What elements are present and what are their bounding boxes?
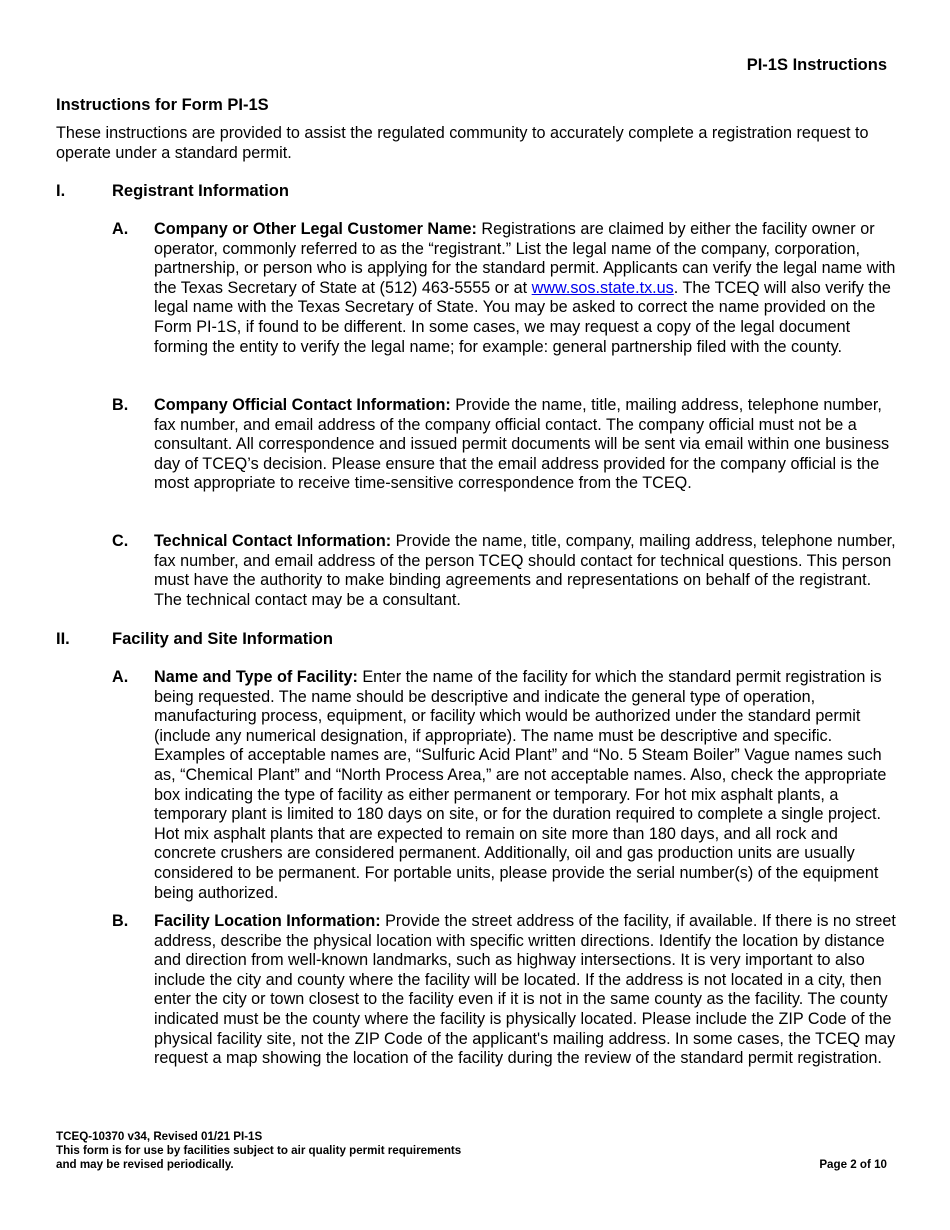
item-body bbox=[154, 532, 902, 610]
item-text: Provide the street address of the facility, if available. If there is no street address, describe the physical location with specific written directions. Identify the location by distance and direction from well-known landmarks, such as highway intersections. It is very important to also include the city and county where the facility will be located. If the address is not located in a city, then enter the city or town closest to the facility even if it is not in the same county as the facility. The county indicated must be the county where the facility is physically located. Please include the ZIP Code of the physical facility site, not the ZIP Code of the applicant's mailing address. In some cases, the TCEQ may request a map showing the location of the facility during the review of the standard permit registration. bbox=[154, 912, 896, 1068]
item-facility-name-type bbox=[112, 668, 902, 903]
sos-link[interactable]: www.sos.state.tx.us bbox=[531, 278, 674, 297]
footer-form-number: TCEQ-10370 v34, Revised 01/21 PI-1S bbox=[56, 1130, 263, 1143]
section-number: II. bbox=[56, 630, 70, 648]
item-text: Enter the name of the facility for which the standard permit registration is being requested. The name should be descriptive and indicate the general type of operation, manufacturing process, equipment, or facility which would be authorized under the standard permit (include any numerical designation, if appropriate). The name must be descriptive and specific. Examples of acceptable names are, “Sulfuric Acid Plant” and “No. 5 Steam Boiler” Vague names such as, “Chemical Plant” and “North Process Area,” are not acceptable names. Also, check the appropriate box indicating the type of facility as either permanent or temporary. For hot mix asphalt plants, a temporary plant is limited to 180 days on site, or for the duration required to complete a single project. Hot mix asphalt plants that are expected to remain on site more than 180 days, and all rock and concrete crushers are considered permanent. Additionally, oil and gas production units are usually considered to be permanent. For portable units, please provide the serial number(s) of the equipment being authorized. bbox=[154, 668, 887, 902]
section-title: Facility and Site Information bbox=[112, 630, 333, 648]
item-facility-location bbox=[112, 912, 902, 1069]
item-text: Registrations are claimed by either the facility owner or operator, commonly referred to as the “registrant.” List the legal name of the company, corporation, partnership, or person who is applying for the standard permit. Applicants can verify the legal name with the Texas Secretary of State at (512) 463-5555 or at bbox=[154, 220, 896, 297]
intro-paragraph: These instructions are provided to assist the regulated community to accurately complete a registration request to operate under a standard permit. bbox=[56, 124, 869, 162]
item-lead: Company Official Contact Information: bbox=[154, 396, 451, 414]
section-title: Registrant Information bbox=[112, 182, 289, 200]
item-lead: Facility Location Information: bbox=[154, 912, 381, 930]
section-heading-facility bbox=[56, 630, 333, 650]
item-company-official-contact bbox=[112, 396, 902, 494]
item-lead: Technical Contact Information: bbox=[154, 532, 392, 550]
footer-note-line1: This form is for use by facilities subject to air quality permit requirements bbox=[56, 1144, 462, 1158]
item-lead: Name and Type of Facility: bbox=[154, 668, 358, 686]
footer-form-info bbox=[56, 1130, 461, 1173]
item-letter: B. bbox=[112, 396, 129, 414]
item-letter: A. bbox=[112, 220, 129, 238]
section-heading-registrant bbox=[56, 182, 289, 202]
item-company-name bbox=[112, 220, 902, 357]
form-header-label: PI-1S Instructions bbox=[746, 56, 887, 74]
item-letter: B. bbox=[112, 912, 129, 930]
item-body bbox=[154, 396, 902, 494]
footer-note-line2: and may be revised periodically. bbox=[56, 1158, 234, 1172]
item-letter: C. bbox=[112, 532, 129, 550]
item-text-continued: . The TCEQ will also verify the legal name with the Texas Secretary of State. You may be asked to correct the name provided on the Form PI-1S, if found to be different. In some cases, we may request a copy of the legal document forming the entity to verify the legal name; for example: general partnership filed with the county. bbox=[154, 278, 891, 356]
item-body bbox=[154, 668, 902, 903]
item-text: Provide the name, title, company, mailing address, telephone number, fax number, and email address of the person TCEQ should contact for technical questions. This person must have the authority to make binding agreements and representations on behalf of the registrant. The technical contact may be a consultant. bbox=[154, 532, 896, 609]
item-body bbox=[154, 220, 902, 357]
item-technical-contact bbox=[112, 532, 902, 610]
item-text: Provide the name, title, mailing address, telephone number, fax number, and email address of the company official contact. The company official must not be a consultant. All correspondence and issued permit documents will be sent via email within one business day of TCEQ’s decision. Please ensure that the email address provided for the company official is the most appropriate to receive time-sensitive correspondence from the TCEQ. bbox=[154, 396, 890, 493]
page-title: Instructions for Form PI-1S bbox=[56, 96, 269, 114]
item-lead: Company or Other Legal Customer Name: bbox=[154, 220, 477, 238]
item-letter: A. bbox=[112, 668, 129, 686]
page-number: Page 2 of 10 bbox=[819, 1158, 887, 1171]
section-number: I. bbox=[56, 182, 66, 200]
item-body bbox=[154, 912, 902, 1069]
